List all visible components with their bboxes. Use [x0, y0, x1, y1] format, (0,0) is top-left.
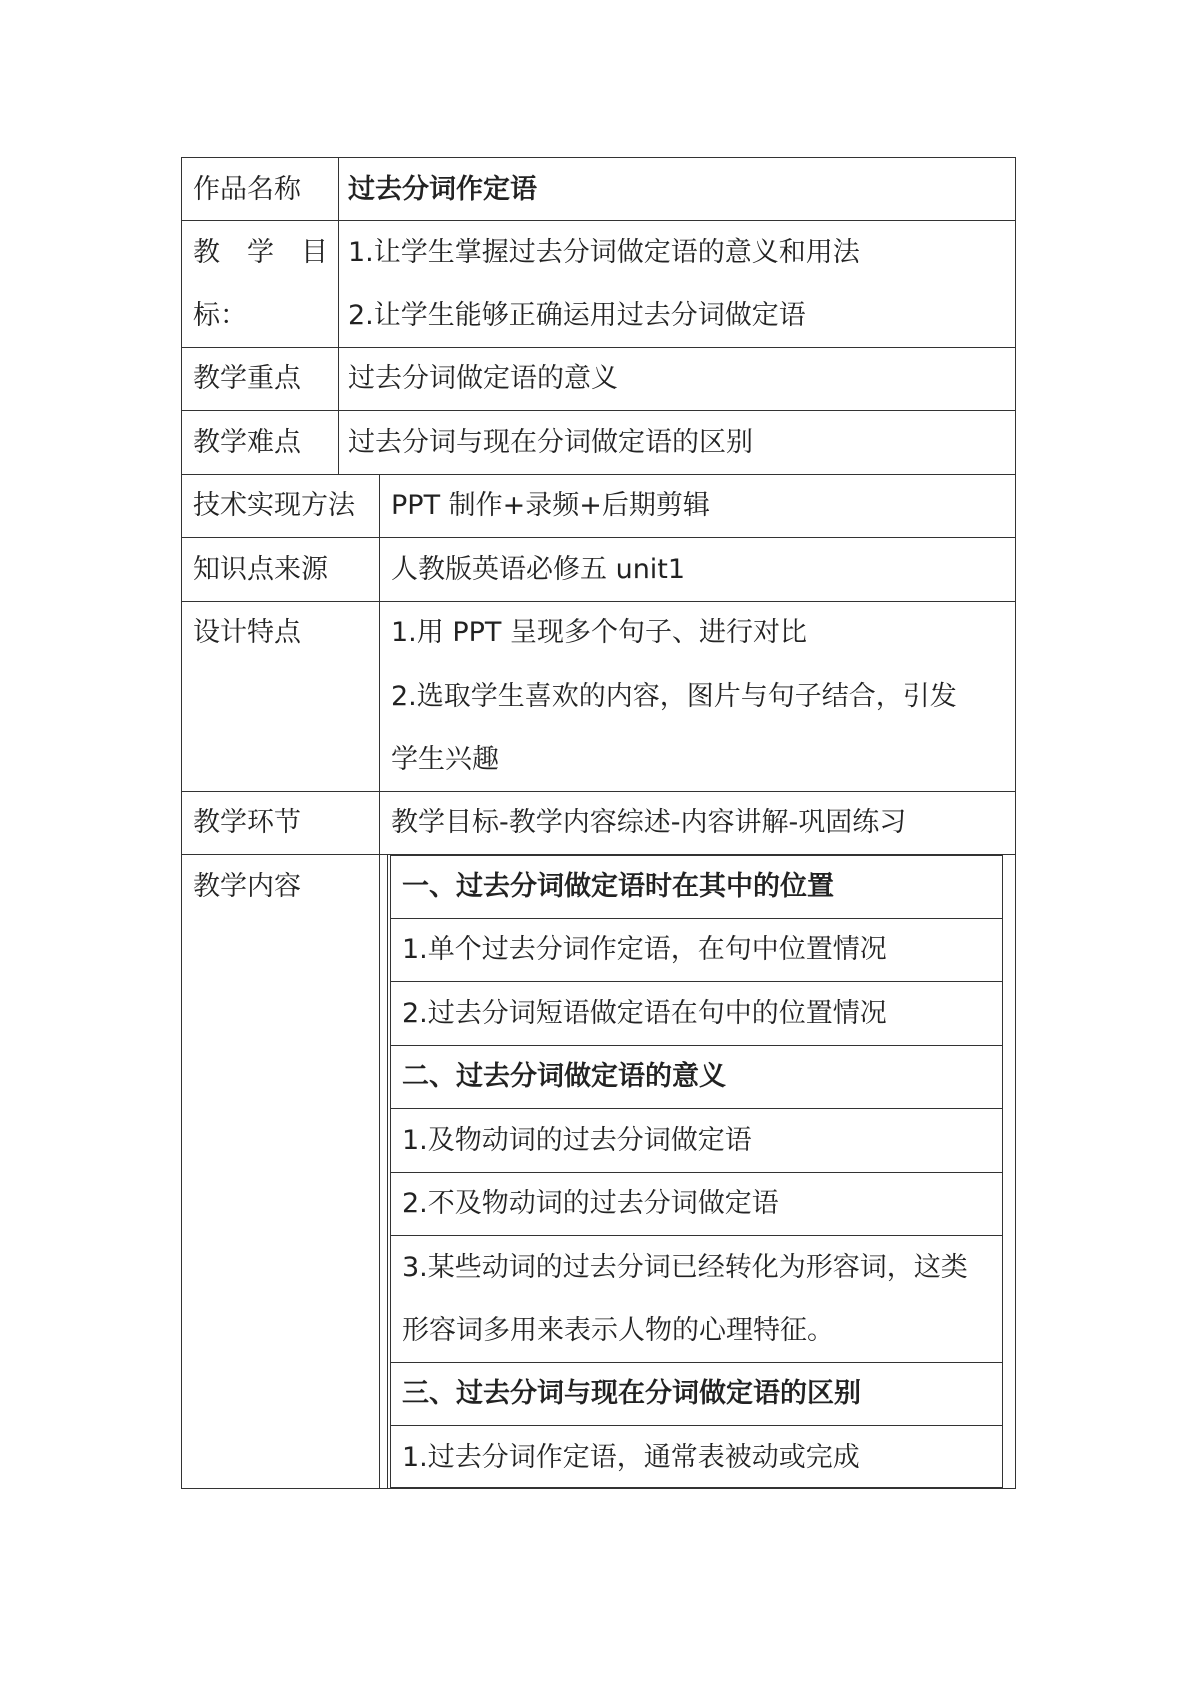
row-divider [181, 601, 1016, 602]
objectives-label-line2: 标： [193, 300, 247, 331]
key-points-value: 过去分词做定语的意义 [348, 363, 618, 394]
content-item-continued: 形容词多用来表示人物的心理特征。 [402, 1315, 834, 1346]
inner-row-divider [390, 1235, 1002, 1236]
inner-row-divider [390, 918, 1002, 919]
content-item: 1.单个过去分词作定语，在句中位置情况 [402, 934, 887, 965]
content-label: 教学内容 [193, 871, 301, 902]
inner-row-divider [390, 1108, 1002, 1109]
row-divider [181, 474, 1016, 475]
source-value: 人教版英语必修五 unit1 [391, 554, 686, 585]
objectives-label-line1: 教 学 目 [193, 237, 328, 268]
content-item: 3.某些动词的过去分词已经转化为形容词，这类 [402, 1252, 968, 1283]
table-border-left [181, 157, 182, 1489]
table-border-bottom [181, 1488, 1016, 1489]
work-name-label: 作品名称 [193, 174, 301, 205]
content-heading-2: 二、过去分词做定语的意义 [402, 1061, 726, 1092]
inner-table-border-bottom [390, 1487, 1003, 1488]
content-item: 1.及物动词的过去分词做定语 [402, 1125, 752, 1156]
content-heading-3: 三、过去分词与现在分词做定语的区别 [402, 1378, 861, 1409]
source-label: 知识点来源 [193, 554, 328, 585]
table-border-right [1015, 157, 1016, 1489]
design-line-3: 学生兴趣 [391, 744, 499, 775]
inner-table-border-top [390, 855, 1002, 856]
inner-table-border-right [1002, 855, 1003, 1488]
key-points-label: 教学重点 [193, 363, 301, 394]
inner-row-divider [390, 1362, 1002, 1363]
inner-row-divider [390, 981, 1002, 982]
content-heading-1: 一、过去分词做定语时在其中的位置 [402, 871, 834, 902]
tech-method-label: 技术实现方法 [193, 490, 355, 521]
stages-value: 教学目标-教学内容综述-内容讲解-巩固练习 [391, 807, 907, 838]
stages-label: 教学环节 [193, 807, 301, 838]
inner-row-divider [390, 1425, 1002, 1426]
column-divider [387, 854, 388, 1489]
row-divider [181, 410, 1016, 411]
tech-method-value: PPT 制作+录频+后期剪辑 [391, 490, 710, 521]
design-line-1: 1.用 PPT 呈现多个句子、进行对比 [391, 617, 807, 648]
objective-item-1: 1.让学生掌握过去分词做定语的意义和用法 [348, 237, 860, 268]
row-divider [181, 537, 1016, 538]
row-divider [181, 347, 1016, 348]
column-divider [338, 157, 339, 474]
design-label: 设计特点 [193, 617, 301, 648]
design-line-2: 2.选取学生喜欢的内容，图片与句子结合，引发 [391, 681, 957, 712]
row-divider [181, 220, 1016, 221]
content-item: 1.过去分词作定语，通常表被动或完成 [402, 1442, 860, 1473]
difficulties-label: 教学难点 [193, 427, 301, 458]
row-divider [181, 791, 1016, 792]
table-border-top [181, 157, 1016, 158]
objective-item-2: 2.让学生能够正确运用过去分词做定语 [348, 300, 806, 331]
work-name-value: 过去分词作定语 [348, 174, 537, 205]
difficulties-value: 过去分词与现在分词做定语的区别 [348, 427, 753, 458]
column-divider [379, 474, 380, 1489]
content-item: 2.不及物动词的过去分词做定语 [402, 1188, 779, 1219]
inner-row-divider [390, 1045, 1002, 1046]
inner-row-divider [390, 1172, 1002, 1173]
content-item: 2.过去分词短语做定语在句中的位置情况 [402, 998, 887, 1029]
